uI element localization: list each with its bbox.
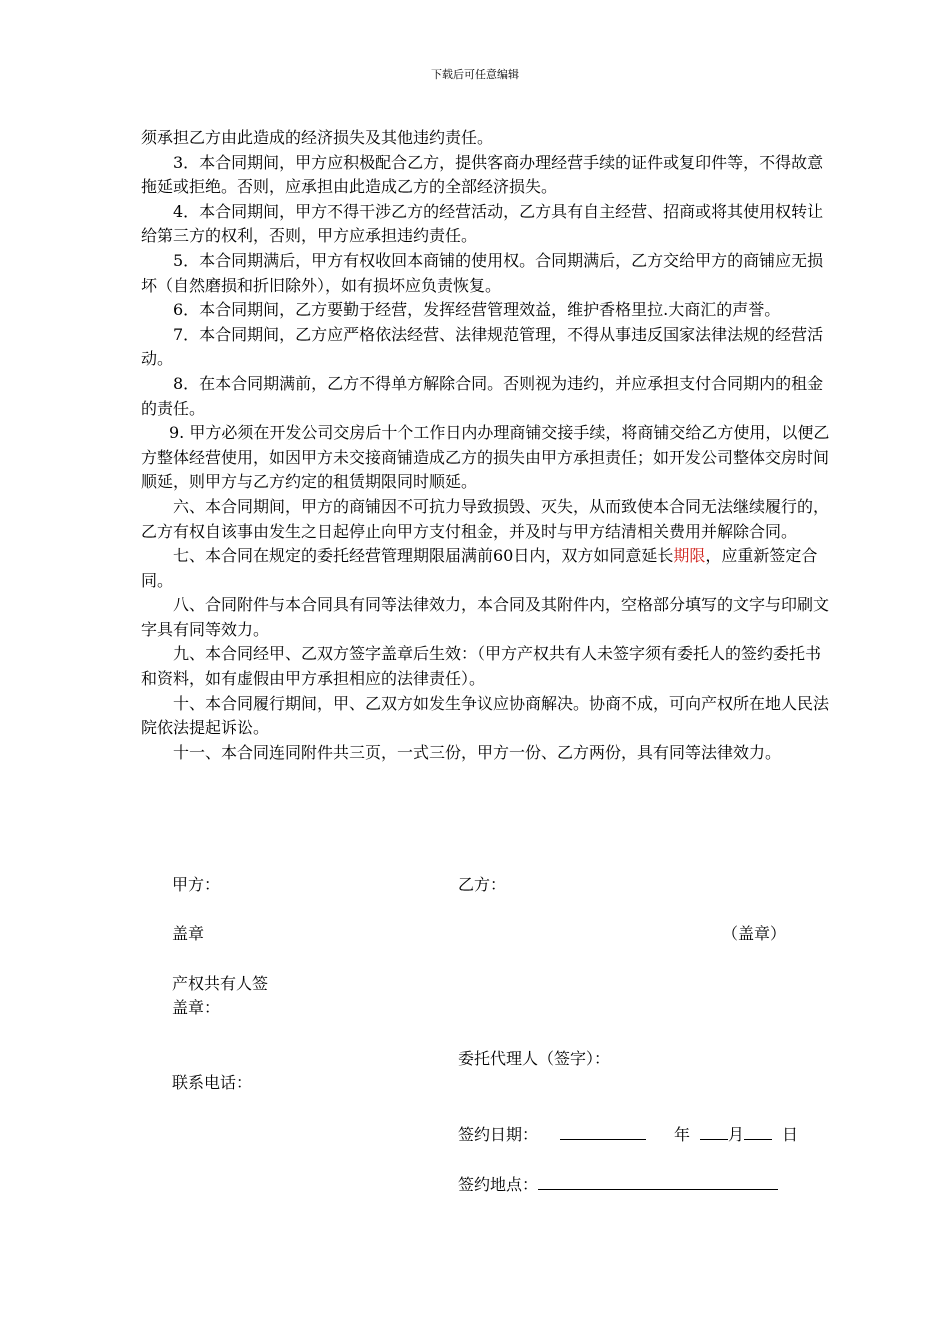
- clause-6: 6．本合同期间，乙方要勤于经营，发挥经营管理效益，维护香格里拉.大商汇的声誉。: [173, 300, 781, 320]
- article-8: 八、合同附件与本合同具有同等法律效力，本合同及其附件内，空格部分填写的文字与印刷文字具有同等效力。: [141, 595, 830, 639]
- signing-date: [458, 1121, 798, 1147]
- clause-8: 8．在本合同期满前，乙方不得单方解除合同。否则视为违约，并应承担支付合同期内的租金的责任。: [141, 373, 824, 418]
- article-7-text-end: ，应重新签定合同。: [141, 546, 818, 590]
- co-owner-seal-label: 盖章：: [172, 998, 221, 1017]
- month-blank[interactable]: [700, 1121, 728, 1140]
- signing-date-label: 签约日期：: [458, 1125, 539, 1144]
- party-a-seal: 盖章: [172, 924, 205, 943]
- article-9: 九、本合同经甲、乙双方签字盖章后生效：（甲方产权共有人未签字须有委托人的签约委托书和资料，如有虚假由甲方承担相应的法律责任）。: [141, 644, 822, 689]
- article-11: 十一、本合同连同附件共三页，一式三份，甲方一份、乙方两份，具有同等法律效力。: [173, 742, 782, 762]
- article-10: 十、本合同履行期间，甲、乙双方如发生争议应协商解决。协商不成，可向产权所在地人民法院依法提起诉讼。: [141, 693, 830, 738]
- header-note: 下载后可任意编辑: [431, 68, 519, 81]
- co-owner-label: 产权共有人签: [172, 974, 269, 993]
- contract-body: [141, 126, 836, 765]
- article-7: [141, 544, 836, 593]
- day-label: 日: [782, 1125, 799, 1144]
- signing-place: [458, 1171, 778, 1197]
- clause-3: 3．本合同期间，甲方应积极配合乙方，提供客商办理经营手续的证件或复印件等，不得故意拖延或拒绝。否则，应承担由此造成乙方的全部经济损失。: [141, 152, 824, 197]
- clause-4: 4．本合同期间，甲方不得干涉乙方的经营活动，乙方具有自主经营、招商或将其使用权转让给第三方的权利，否则，甲方应承担违约责任。: [141, 201, 824, 246]
- highlighted-term: 期限: [673, 546, 706, 566]
- clause-5: 5．本合同期满后，甲方有权收回本商铺的使用权。合同期满后，乙方交给甲方的商铺应无损坏（自然磨损和折旧除外），如有损坏应负责恢复。: [141, 250, 824, 295]
- phone-label: 联系电话：: [172, 1073, 253, 1092]
- date-blank[interactable]: [560, 1121, 646, 1140]
- day-blank[interactable]: [744, 1121, 772, 1140]
- clause-continuation: 须承担乙方由此造成的经济损失及其他违约责任。: [141, 128, 494, 147]
- party-a-label: 甲方：: [172, 875, 221, 894]
- article-7-text: 七、本合同在规定的委托经营管理期限届满前60日内，双方如同意延长: [173, 546, 674, 566]
- clause-9: 9. 甲方必须在开发公司交房后十个工作日内办理商铺交接手续，将商铺交给乙方使用，以便乙方整体经营使用，如因甲方未交接商铺造成乙方的损失由甲方承担责任；如开发公司整体交房时间顺延，则甲方与乙方约定的租赁期限同时顺延。: [141, 423, 830, 492]
- party-b-label: 乙方：: [458, 875, 507, 894]
- year-label: 年: [674, 1125, 691, 1144]
- month-label: 月: [728, 1125, 745, 1144]
- agent-signature-label: 委托代理人（签字）：: [458, 1049, 611, 1068]
- place-blank[interactable]: [538, 1171, 778, 1190]
- clause-7: 7．本合同期间，乙方应严格依法经营、法律规范管理，不得从事违反国家法律法规的经营活动。: [141, 324, 824, 369]
- signing-place-label: 签约地点：: [458, 1175, 539, 1194]
- article-6: 六、本合同期间，甲方的商铺因不可抗力导致损毁、灭失，从而致使本合同无法继续履行的，乙方有权自该事由发生之日起停止向甲方支付租金，并及时与甲方结清相关费用并解除合同。: [141, 496, 830, 541]
- party-b-seal: （盖章）: [722, 924, 787, 943]
